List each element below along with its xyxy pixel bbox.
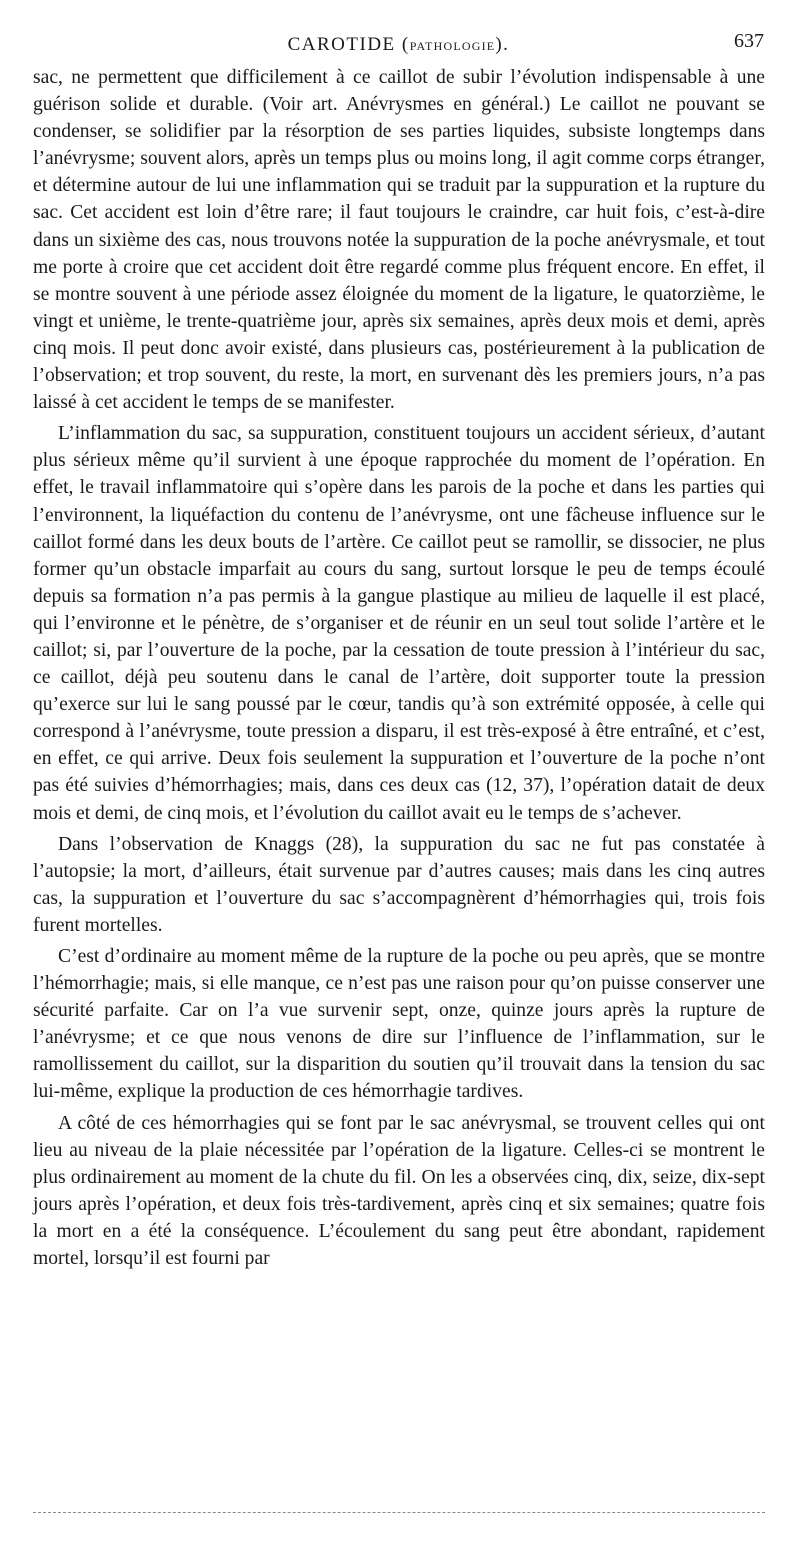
running-title-section: PATHOLOGIE [409,39,496,53]
paragraph-1: sac, ne permettent que difficilement à ce caillot de subir l’évolution indispensable à une guérison solide et durable. (Voir art. Anévrysmes en général.) Le caillot ne pouvant se condenser, se solidifier par la résorption de ses parties liquides, subsiste longtemps dans l’anévrysme; souvent alors, après un temps plus ou moins long, il agit comme corps étranger, et détermine autour de lui une inflammation qui se traduit par la suppuration et la rupture du sac. Cet accident est loin d’être rare; il faut toujours le craindre, car huit fois, c’est-à-dire dans un sixième des cas, nous trouvons notée la suppuration de la poche anévrysmale, et tout me porte à croire que cet accident doit être regardé comme plus fréquent encore. En effet, il se montre souvent à une période assez éloignée du moment de la ligature, le quatorzième, le vingt et unième, le trente-quatrième jour, après six semaines, après deux mois et demi, après cinq mois. Il peut donc avoir existé, dans plusieurs cas, postérieurement à la publication de l’observation; et trop souvent, du reste, la mort, en survenant dès les premiers jours, n’a pas laissé à cet accident le temps de se manifester. [33,67,765,414]
running-title-main: CAROTIDE ( [287,34,410,55]
running-title [33,34,764,56]
page-number: 637 [734,30,764,52]
running-title-end: ). [495,34,510,55]
footer-dashed-rule [33,1512,765,1513]
page-header [33,30,764,60]
paragraph-3: Dans l’observation de Knaggs (28), la suppuration du sac ne fut pas constatée à l’autopsie; la mort, d’ailleurs, était survenue par d’autres causes; mais dans les cinq autres cas, la suppuration et l’ouverture du sac s’accompagnèrent d’hémorrhagies qui, trois fois furent mortelles. [33,833,765,936]
body-text [33,64,765,1272]
paragraph-4: C’est d’ordinaire au moment même de la rupture de la poche ou peu après, que se montre l’hémorrhagie; mais, si elle manque, ce n’est pas une raison pour qu’on puisse conserver une sécurité parfaite. Car on l’a vue survenir sept, onze, quinze jours après la rupture de l’anévrysme; et ce que nous venons de dire sur l’influence de l’inflammation, sur le ramollissement du caillot, sur la disparition du soutien qu’il trouvait dans la tension du sac lui-même, explique la production de ces hémorrhagie tardives. [33,946,765,1103]
paragraph-5: A côté de ces hémorrhagies qui se font par le sac anévrysmal, se trouvent celles qui ont lieu au niveau de la plaie nécessitée par l’opération de la ligature. Celles-ci se montrent le plus ordinairement au moment de la chute du fil. On les a observées cinq, dix, seize, dix-sept jours après l’opération, et deux fois très-tardivement, après cinq et six semaines; quatre fois la mort en a été la conséquence. L’écoulement du sang peut être abondant, rapidement mortel, lorsqu’il est fourni par [33,1112,765,1270]
paragraph-2: L’inflammation du sac, sa suppuration, constituent toujours un accident sérieux, d’autant plus sérieux même qu’il survient à une époque rapprochée du moment de l’opération. En effet, le travail inflammatoire qui s’opère dans les parois de la poche et dans les parties qui l’environnent, la liquéfaction du contenu de l’anévrysme, ont une fâcheuse influence sur le caillot formé dans les deux bouts de l’artère. Ce caillot peut se ramollir, se dissocier, ne plus former qu’un obstacle imparfait au cours du sang, surtout lorsque le peu de temps écoulé depuis sa formation n’a pas permis à la gangue plastique au milieu de laquelle il est placé, qui l’environne et le pénètre, de s’organiser et de réunir en un seul tout solide l’artère et le caillot; si, par l’ouverture de la poche, par la cessation de toute pression à l’intérieur du sac, ce caillot, déjà peu soutenu dans le canal de l’artère, doit supporter toute la pression qu’exerce sur lui le sang poussé par le cœur, tandis qu’à son extrémité opposée, à celle qui correspond à l’anévrysme, toute pression a disparu, il est très-exposé à être entraîné, et c’est, en effet, ce qui arrive. Deux fois seulement la suppuration et l’ouverture de la poche n’ont pas été suivies d’hémorrhagies; mais, dans ces deux cas (12, 37), l’opération datait de deux mois et demi, de cinq mois, et l’évolution du caillot avait eu le temps de s’achever. [33,423,765,824]
